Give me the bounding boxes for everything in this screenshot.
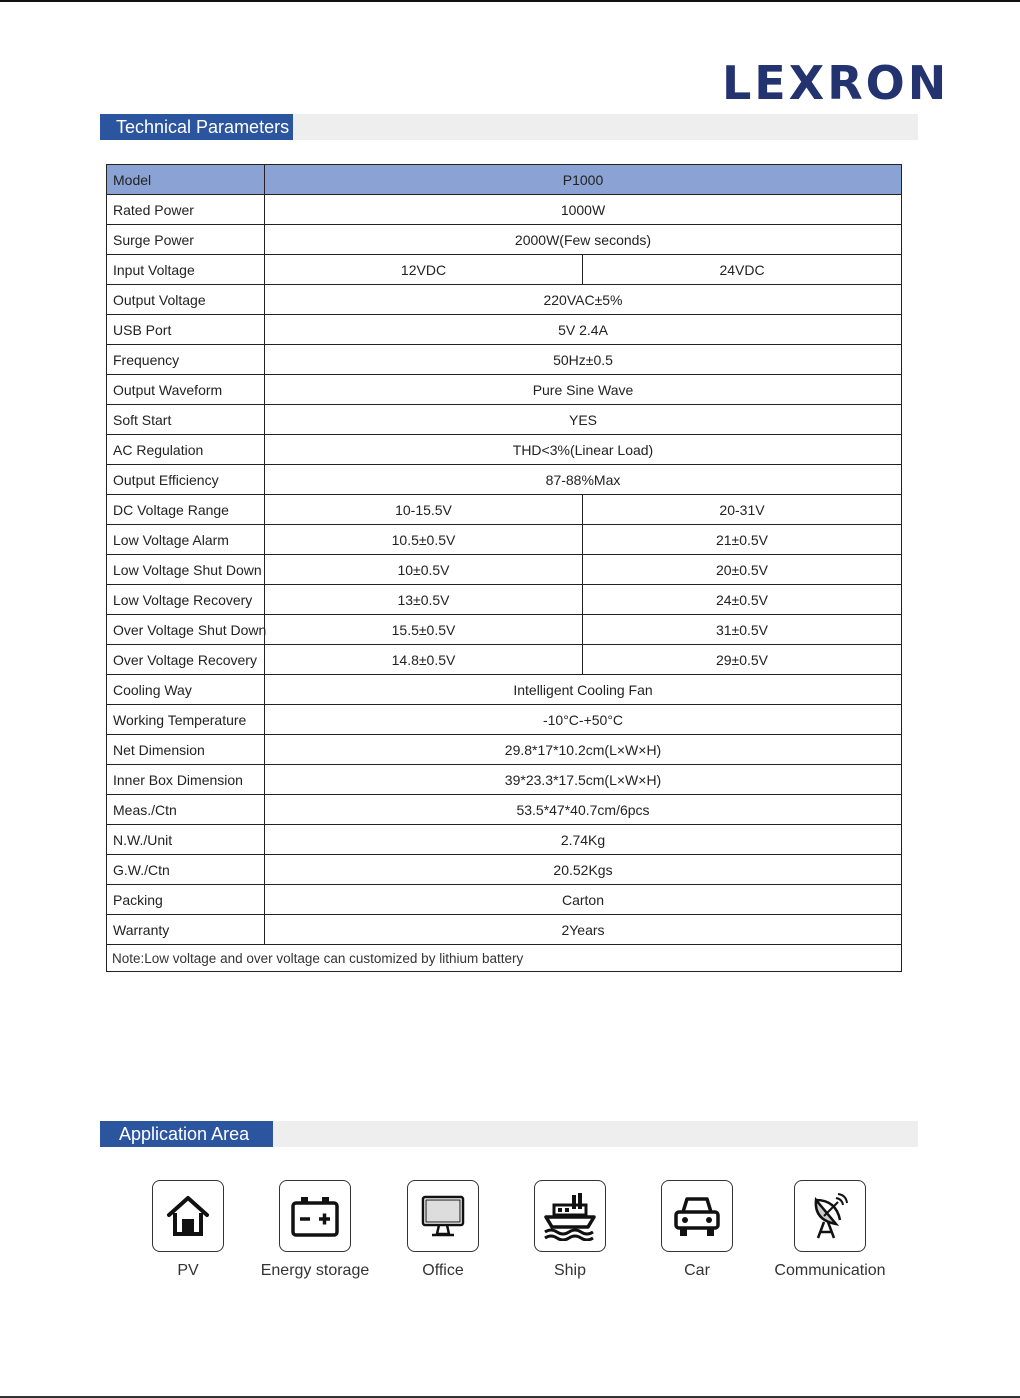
header-label: Model: [107, 165, 265, 195]
row-value: 87-88%Max: [265, 465, 902, 495]
row-value: 39*23.3*17.5cm(L×W×H): [265, 765, 902, 795]
row-label: Output Waveform: [107, 375, 265, 405]
table-row: [107, 525, 902, 555]
application-list: [0, 1180, 1020, 1290]
row-label: Output Efficiency: [107, 465, 265, 495]
table-row: [107, 915, 902, 945]
table-note: Note:Low voltage and over voltage can customized by lithium battery: [107, 945, 902, 972]
table-row: [107, 195, 902, 225]
row-label: Inner Box Dimension: [107, 765, 265, 795]
row-value: Pure Sine Wave: [265, 375, 902, 405]
table-row: [107, 765, 902, 795]
row-label: Meas./Ctn: [107, 795, 265, 825]
row-value-12v: 10±0.5V: [265, 555, 583, 585]
technical-parameters-header: [100, 114, 918, 140]
table-row: [107, 285, 902, 315]
row-value: 2.74Kg: [265, 825, 902, 855]
row-value-24v: 31±0.5V: [583, 615, 902, 645]
row-label: Over Voltage Recovery: [107, 645, 265, 675]
app-label: Energy storage: [260, 1262, 370, 1279]
row-value: 1000W: [265, 195, 902, 225]
row-label: Soft Start: [107, 405, 265, 435]
row-label: Low Voltage Recovery: [107, 585, 265, 615]
row-label: Over Voltage Shut Down: [107, 615, 265, 645]
row-label: Surge Power: [107, 225, 265, 255]
table-row: [107, 675, 902, 705]
spec-table: [106, 164, 902, 972]
row-value: 20.52Kgs: [265, 855, 902, 885]
row-value-12v: 10-15.5V: [265, 495, 583, 525]
row-label: Frequency: [107, 345, 265, 375]
row-value-12v: 13±0.5V: [265, 585, 583, 615]
row-value-24v: 24±0.5V: [583, 585, 902, 615]
row-value: 53.5*47*40.7cm/6pcs: [265, 795, 902, 825]
section-title: Application Area: [100, 1121, 273, 1147]
app-label: Communication: [774, 1262, 886, 1279]
row-label: Rated Power: [107, 195, 265, 225]
table-row: [107, 705, 902, 735]
row-label: Output Voltage: [107, 285, 265, 315]
table-row: [107, 465, 902, 495]
application-area-header: [100, 1121, 918, 1147]
row-value-24v: 21±0.5V: [583, 525, 902, 555]
row-value: 50Hz±0.5: [265, 345, 902, 375]
row-label: Warranty: [107, 915, 265, 945]
row-value: 29.8*17*10.2cm(L×W×H): [265, 735, 902, 765]
row-label: G.W./Ctn: [107, 855, 265, 885]
row-value: -10°C-+50°C: [265, 705, 902, 735]
table-row: [107, 255, 902, 285]
top-border: [0, 0, 1020, 2]
header-value: P1000: [265, 165, 902, 195]
section-title: Technical Parameters: [100, 114, 293, 140]
table-row: [107, 855, 902, 885]
row-value: YES: [265, 405, 902, 435]
table-row: [107, 585, 902, 615]
row-value-24v: 29±0.5V: [583, 645, 902, 675]
row-value: 2000W(Few seconds): [265, 225, 902, 255]
table-row: [107, 615, 902, 645]
table-row: [107, 825, 902, 855]
app-label: Ship: [553, 1262, 587, 1279]
table-row: [107, 555, 902, 585]
table-row: [107, 375, 902, 405]
row-label: Low Voltage Alarm: [107, 525, 265, 555]
monitor-icon: [407, 1180, 479, 1252]
row-label: Working Temperature: [107, 705, 265, 735]
satellite-dish-icon: [794, 1180, 866, 1252]
table-row: [107, 885, 902, 915]
ship-icon: [534, 1180, 606, 1252]
battery-icon: [279, 1180, 351, 1252]
table-row: [107, 645, 902, 675]
row-value-24v: 20-31V: [583, 495, 902, 525]
row-value-24v: 20±0.5V: [583, 555, 902, 585]
row-value: Intelligent Cooling Fan: [265, 675, 902, 705]
row-value: Carton: [265, 885, 902, 915]
row-value-12v: 10.5±0.5V: [265, 525, 583, 555]
table-row: [107, 435, 902, 465]
row-value: 2Years: [265, 915, 902, 945]
row-value-12v: 14.8±0.5V: [265, 645, 583, 675]
table-row: [107, 345, 902, 375]
brand-logo: LEXRON: [722, 56, 950, 110]
row-value-24v: 24VDC: [583, 255, 902, 285]
app-item-car: [622, 1180, 772, 1280]
row-label: USB Port: [107, 315, 265, 345]
row-value: THD<3%(Linear Load): [265, 435, 902, 465]
row-label: Low Voltage Shut Down: [107, 555, 265, 585]
row-value-12v: 12VDC: [265, 255, 583, 285]
row-label: Cooling Way: [107, 675, 265, 705]
row-label: Net Dimension: [107, 735, 265, 765]
table-row: [107, 795, 902, 825]
table-header-row: [107, 165, 902, 195]
row-label: DC Voltage Range: [107, 495, 265, 525]
row-label: Packing: [107, 885, 265, 915]
app-item-communication: [755, 1180, 905, 1280]
row-value-12v: 15.5±0.5V: [265, 615, 583, 645]
app-label: PV: [177, 1262, 199, 1279]
note-row: [107, 945, 902, 972]
app-label: Car: [684, 1262, 710, 1279]
table-row: [107, 495, 902, 525]
row-label: Input Voltage: [107, 255, 265, 285]
table-row: [107, 405, 902, 435]
row-value: 220VAC±5%: [265, 285, 902, 315]
house-icon: [152, 1180, 224, 1252]
row-label: AC Regulation: [107, 435, 265, 465]
table-row: [107, 225, 902, 255]
row-label: N.W./Unit: [107, 825, 265, 855]
row-value: 5V 2.4A: [265, 315, 902, 345]
app-label: Office: [422, 1262, 464, 1279]
table-row: [107, 735, 902, 765]
car-icon: [661, 1180, 733, 1252]
table-row: [107, 315, 902, 345]
